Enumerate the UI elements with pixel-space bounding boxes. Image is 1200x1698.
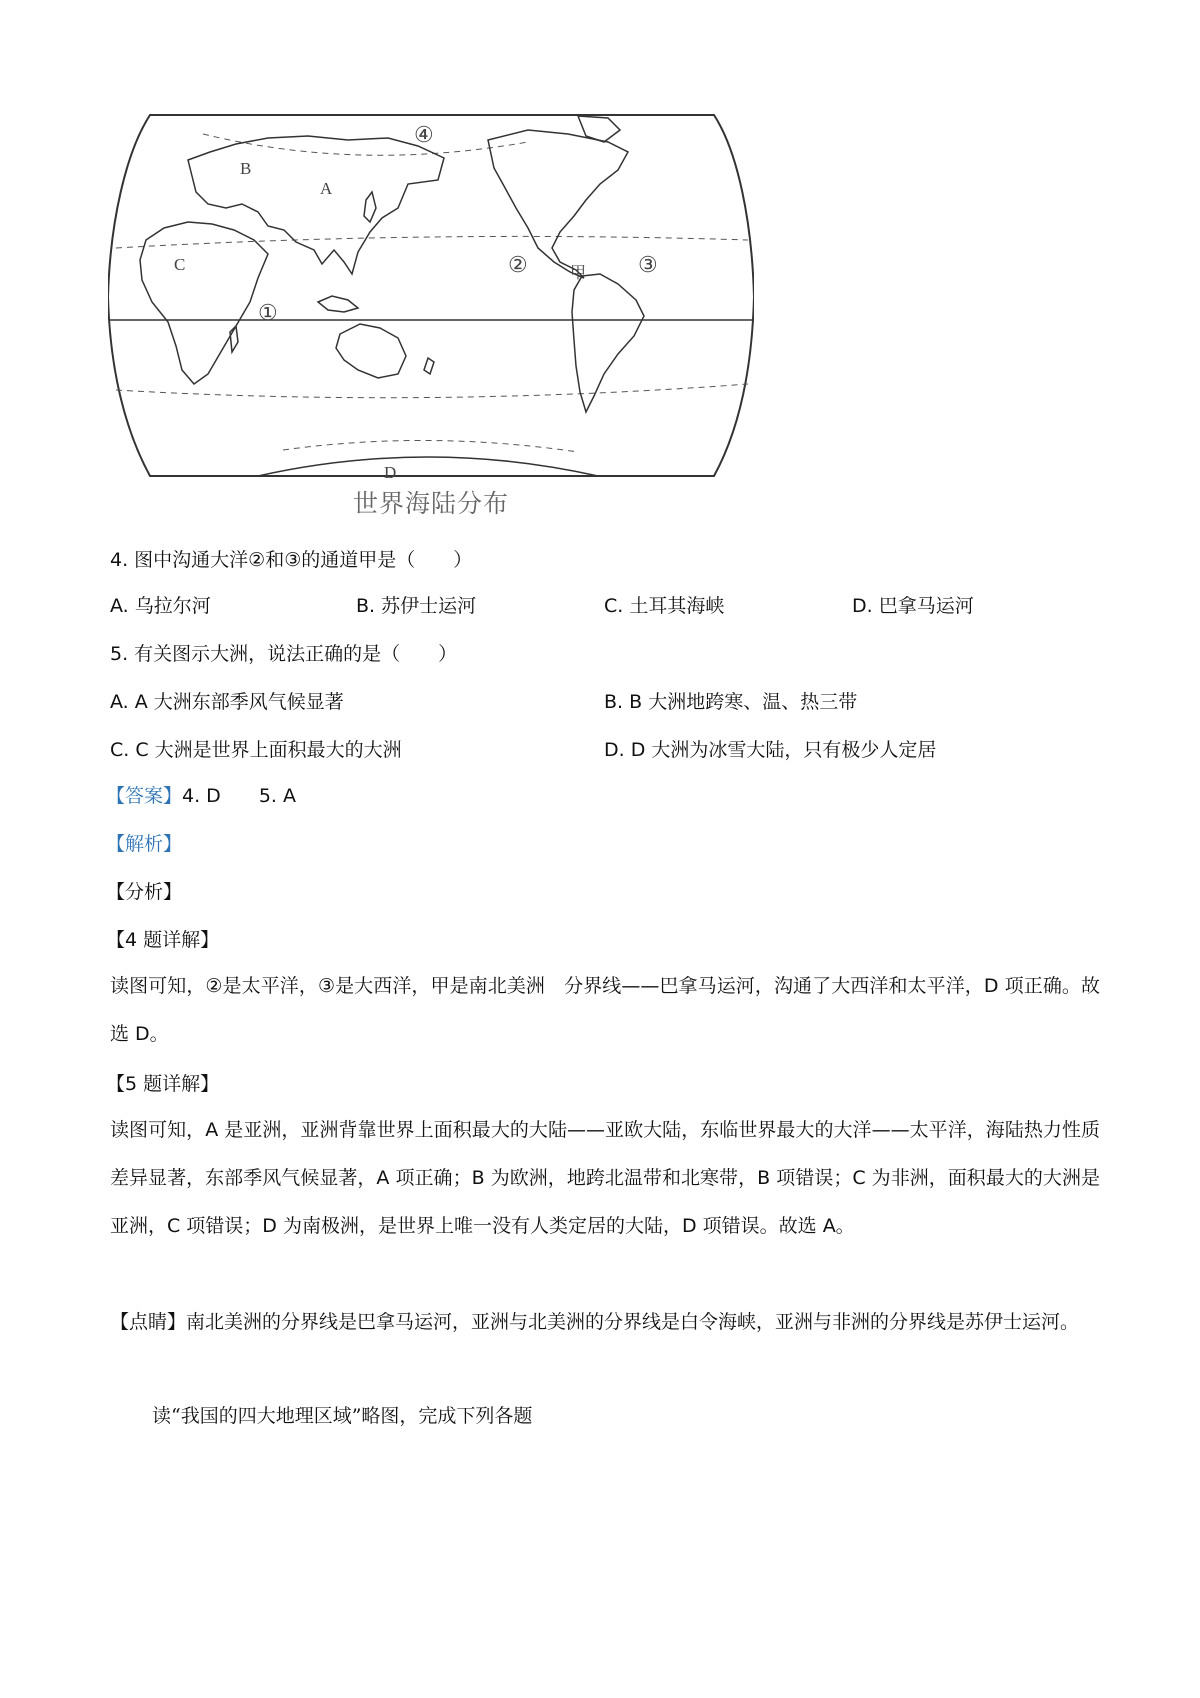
q4-option-b: B. 苏伊士运河	[356, 595, 477, 617]
map-caption: 世界海陆分布	[352, 489, 509, 518]
label-A: A	[320, 179, 333, 198]
next-section-intro: 读“我国的四大地理区域”略图，完成下列各题	[152, 1405, 533, 1427]
greenland-shape	[578, 116, 620, 142]
world-map-figure	[108, 112, 754, 524]
label-jia: 甲	[570, 265, 587, 282]
australia-shape	[336, 324, 406, 378]
q5-option-c: C. C 大洲是世界上面积最大的大洲	[110, 739, 402, 761]
q5-detail-text: 读图可知，A 是亚洲，亚洲背靠世界上面积最大的大陆——亚欧大陆，东临世界最大的大洋——太平洋，海陆热力性质差异显著，东部季风气候显著，A 项正确；B 为欧洲，地跨北温带和北寒带，B 项错误；C 为非洲，面积最大的大洲是亚洲，C 项错误；D 为南极洲，是世界上唯一没有人类定居的大陆，D 项错误。故选 A。	[110, 1119, 1100, 1237]
label-ocean-1: ①	[258, 300, 278, 325]
q5-option-b: B. B 大洲地跨寒、温、热三带	[604, 691, 858, 713]
q5-option-a: A. A 大洲东部季风气候显著	[110, 691, 344, 713]
arctic-circle	[203, 134, 528, 155]
label-C: C	[174, 255, 186, 274]
q4-detail-text: 读图可知，②是太平洋，③是大西洋，甲是南北美洲 分界线——巴拿马运河，沟通了大西洋和太平洋，D 项正确。故选 D。	[110, 975, 1100, 1045]
antarctica-shape	[258, 457, 598, 476]
tip-tag: 【点睛】	[110, 1311, 187, 1333]
answer-line	[106, 782, 296, 810]
fenxi-tag: 【分析】	[106, 881, 183, 903]
africa-shape	[140, 222, 268, 384]
tropic-of-capricorn	[116, 384, 748, 398]
q4-detail-tag: 【4 题详解】	[106, 929, 220, 951]
q5-option-d: D. D 大洲为冰雪大陆，只有极少人定居	[604, 739, 937, 761]
japan-shape	[364, 192, 376, 222]
world-map	[108, 112, 754, 484]
label-B: B	[240, 159, 252, 178]
label-D: D	[384, 463, 397, 482]
tropic-of-cancer	[116, 236, 748, 248]
label-ocean-2: ②	[508, 252, 528, 277]
tip-paragraph	[110, 1298, 1100, 1346]
q5-stem: 5. 有关图示大洲，说法正确的是（ ）	[110, 643, 458, 665]
tip-text: 南北美洲的分界线是巴拿马运河，亚洲与北美洲的分界线是白令海峡，亚洲与非洲的分界线是苏伊士运河。	[186, 1311, 1080, 1333]
answer-tag: 【答案】	[106, 785, 183, 807]
label-ocean-3: ③	[638, 252, 658, 277]
answer-text: 4. D 5. A	[182, 785, 296, 807]
analysis-tag: 【解析】	[106, 833, 183, 855]
antarctic-circle	[283, 440, 578, 452]
label-ocean-4: ④	[414, 122, 434, 147]
q4-stem: 4. 图中沟通大洋②和③的通道甲是（ ）	[110, 549, 473, 571]
q5-detail-tag: 【5 题详解】	[106, 1073, 220, 1095]
q4-option-a: A. 乌拉尔河	[110, 595, 211, 617]
map-frame	[108, 115, 754, 476]
new-zealand-shape	[424, 358, 434, 374]
eurasia-shape	[188, 136, 444, 274]
q4-option-c: C. 土耳其海峡	[604, 595, 725, 617]
southeast-asia-islands	[318, 296, 358, 312]
q4-option-d: D. 巴拿马运河	[852, 595, 974, 617]
